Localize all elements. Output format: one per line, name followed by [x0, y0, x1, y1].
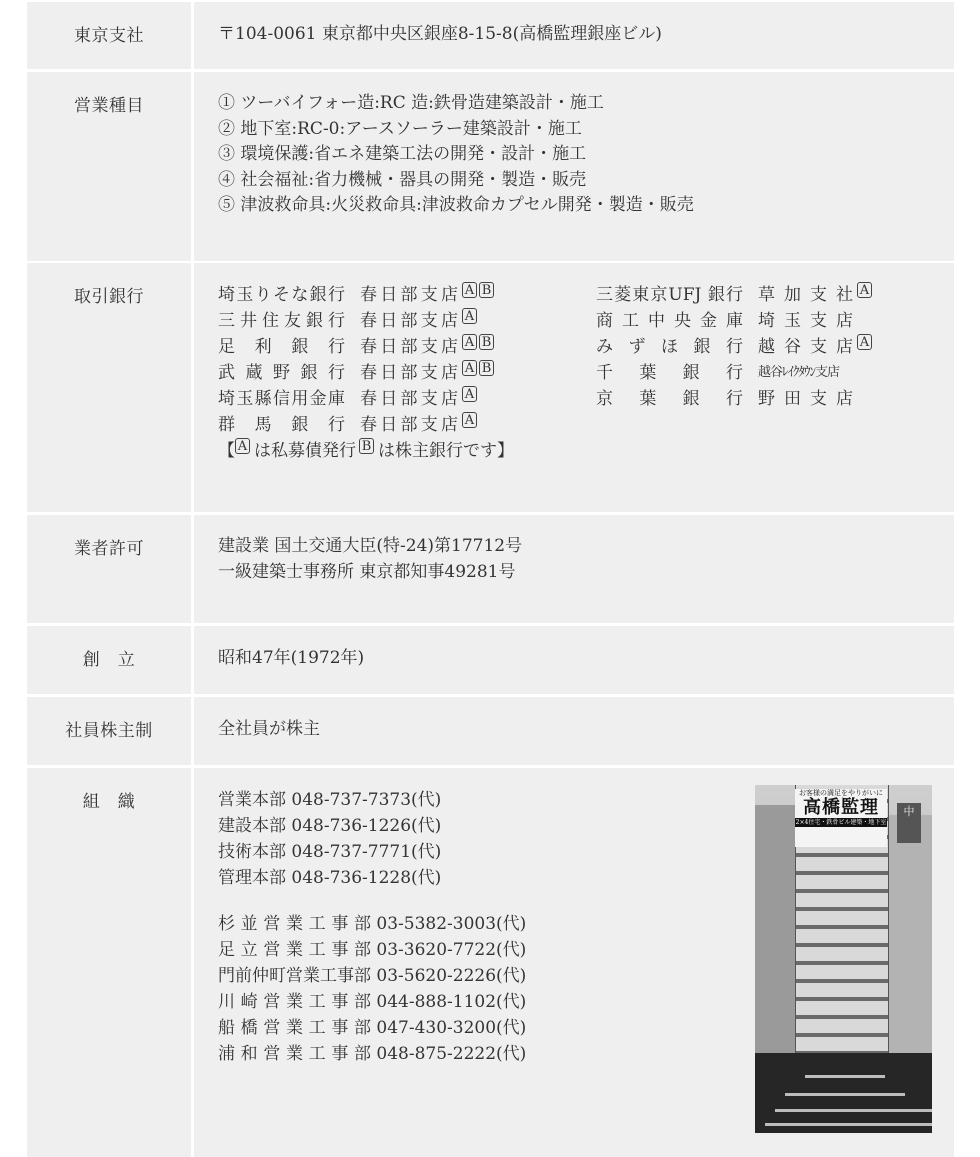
bank-entry: [218, 360, 596, 386]
road: [755, 1053, 932, 1133]
bank-branch: 春日部支店: [360, 389, 458, 409]
row-content: [194, 72, 954, 261]
row-content: [194, 515, 954, 623]
org-phone: 03-5620-2226(代): [376, 966, 527, 986]
sign-slogan: お客様の満足をやりがいに: [799, 789, 883, 797]
badge-b-icon: B: [479, 282, 494, 298]
legend-text-b: は株主銀行です】: [378, 441, 514, 461]
org-phone: 03-3620-7722(代): [376, 940, 527, 960]
org-name: 技術本部: [218, 842, 286, 862]
legend-text-a: は私募債発行: [254, 441, 356, 461]
license-line: 建設業 国土交通大臣(特-24)第17712号: [218, 536, 523, 556]
org-phone: 048-737-7771(代): [291, 842, 442, 862]
bank-entry: [218, 282, 596, 308]
row-label: 取引銀行: [27, 263, 191, 512]
bank-entry: [218, 308, 596, 334]
badge-a-icon: A: [462, 308, 477, 324]
row-license: [27, 515, 954, 623]
bank-column-right: [596, 282, 872, 464]
bank-name: 商工中央金庫: [596, 311, 743, 331]
org-phone: 03-5382-3003(代): [376, 914, 527, 934]
row-shareholders: [27, 697, 954, 765]
sign-company-name: 高橋監理: [803, 797, 879, 818]
shareholders-value: 全社員が株主: [218, 719, 320, 739]
badge-a-icon: A: [462, 412, 477, 428]
row-label: 営業種目: [27, 72, 191, 261]
side-sign: 中: [897, 803, 921, 843]
business-item: ④ 社会福祉:省力機械・器具の開発・製造・販売: [218, 169, 587, 190]
bank-branch: 春日部支店: [360, 415, 458, 435]
org-phone: 044-888-1102(代): [376, 992, 527, 1012]
bank-entry: [218, 334, 596, 360]
legend-open: 【: [218, 441, 235, 461]
org-phone: 048-875-2222(代): [376, 1044, 527, 1064]
org-name: 船橋営業工事部: [218, 1018, 371, 1038]
org-name: 管理本部: [218, 868, 286, 888]
bank-branch: 春日部支店: [360, 337, 458, 357]
badge-a-icon: A: [857, 334, 872, 350]
org-name: 門前仲町営業工事部: [218, 966, 371, 986]
row-label: 業者許可: [27, 515, 191, 623]
bank-name: 三井住友銀行: [218, 311, 345, 331]
row-content: [194, 626, 954, 694]
row-label: 社員株主制: [27, 697, 191, 765]
org-name: 浦和営業工事部: [218, 1044, 371, 1064]
row-content: [194, 263, 954, 512]
org-name: 杉並営業工事部: [218, 914, 371, 934]
address: 〒104-0061 東京都中央区銀座8-15-8(高橋監理銀座ビル): [218, 24, 662, 44]
badge-a-icon: A: [857, 282, 872, 298]
row-content: [194, 2, 954, 69]
bank-name: 千葉銀行: [596, 363, 743, 383]
badge-a-icon: A: [235, 438, 250, 454]
bank-name: 埼玉縣信用金庫: [218, 389, 345, 409]
row-label: 東京支社: [27, 2, 191, 69]
bank-entry: [596, 282, 872, 308]
business-item: ② 地下室:RC-0:アースソーラー建築設計・施工: [218, 118, 582, 139]
bank-branch: 春日部支店: [360, 363, 458, 383]
bank-name: 埼玉りそな銀行: [218, 285, 345, 305]
bank-list: [218, 282, 954, 464]
row-business: [27, 72, 954, 261]
bank-name: みずほ銀行: [596, 337, 743, 357]
bank-entry: [218, 412, 596, 438]
row-content: [194, 697, 954, 765]
bank-name: 三菱東京UFJ 銀行: [596, 285, 743, 305]
bank-entry: [596, 386, 872, 412]
founded-value: 昭和47年(1972年): [218, 648, 365, 668]
org-phone: 048-737-7373(代): [291, 790, 442, 810]
badge-a-icon: A: [462, 334, 477, 350]
row-tokyo-branch: [27, 2, 954, 69]
org-name: 建設本部: [218, 816, 286, 836]
badge-b-icon: B: [479, 334, 494, 350]
row-label: 組 織: [27, 768, 191, 1157]
badge-b-icon: B: [359, 438, 374, 454]
business-item: ⑤ 津波救命具:火災救命具:津波救命カプセル開発・製造・販売: [218, 195, 694, 215]
bank-name: 京葉銀行: [596, 389, 743, 409]
bank-branch: 春日部支店: [360, 285, 458, 305]
bank-entry: [596, 360, 872, 386]
business-item: ③ 環境保護:省エネ建築工法の開発・設計・施工: [218, 144, 587, 164]
bank-legend: [218, 438, 596, 464]
building-sign: [795, 789, 887, 847]
row-banks: [27, 263, 954, 512]
bank-name: 武蔵野銀行: [218, 363, 345, 383]
bank-branch: 野田支店: [758, 389, 853, 409]
building-photo: [755, 785, 932, 1133]
neighbor-building-left: [755, 805, 795, 1055]
badge-a-icon: A: [462, 386, 477, 402]
row-label: 創 立: [27, 626, 191, 694]
bank-entry: [596, 334, 872, 360]
bank-column-left: [218, 282, 596, 464]
badge-a-icon: A: [462, 360, 477, 376]
org-phone: 048-736-1228(代): [291, 868, 442, 888]
neighbor-building-right: [887, 805, 932, 1055]
org-name: 営業本部: [218, 790, 286, 810]
license-line: 一級建築士事務所 東京都知事49281号: [218, 561, 516, 582]
bank-name: 足利銀行: [218, 337, 345, 357]
org-phone: 048-736-1226(代): [291, 816, 442, 836]
sign-services: 2×4住宅・鉄骨ビル建築・地下室: [795, 819, 887, 826]
bank-name: 群馬銀行: [218, 415, 345, 435]
org-name: 足立営業工事部: [218, 940, 371, 960]
bank-branch: 越谷支店: [758, 337, 853, 357]
bank-branch: 越谷ﾚｲｸﾀｳﾝ支店: [758, 365, 840, 380]
org-phone: 047-430-3200(代): [376, 1018, 527, 1038]
badge-a-icon: A: [462, 282, 477, 298]
bank-entry: [596, 308, 872, 334]
bank-branch: 春日部支店: [360, 311, 458, 331]
org-name: 川崎営業工事部: [218, 992, 371, 1012]
bank-branch: 草加支社: [758, 285, 853, 305]
bank-branch: 埼玉支店: [758, 311, 853, 331]
bank-entry: [218, 386, 596, 412]
business-item: ① ツーバイフォー造:RC 造:鉄骨造建築設計・施工: [218, 93, 604, 113]
row-founded: [27, 626, 954, 694]
badge-b-icon: B: [479, 360, 494, 376]
